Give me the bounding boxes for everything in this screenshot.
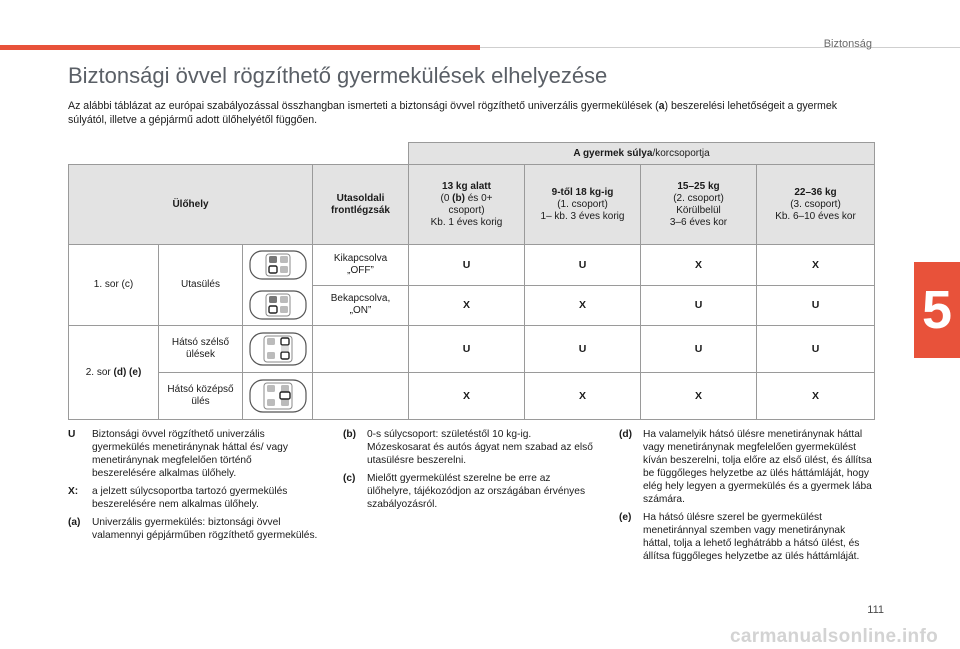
car-rear-outer-seat-icon bbox=[243, 326, 313, 373]
intro-key: a bbox=[658, 100, 665, 112]
col-header-weight-2: 9-től 18 kg-ig (1. csoport) 1– kb. 3 éves korig bbox=[525, 165, 641, 245]
note-item: U Biztonsági övvel rögzíthető univerzális gyermekülés menetiránynak háttal és/ vagy menetiránynak megfelelően történő beszerelésére alkalmas ülőhely. bbox=[68, 429, 288, 479]
notes-column-1 bbox=[68, 428, 318, 547]
value-cell: U bbox=[525, 326, 641, 373]
col-header-weight-1: 13 kg alatt (0 (b) és 0+ csoport) Kb. 1 éves korig bbox=[409, 165, 525, 245]
header-accent-bar bbox=[0, 45, 480, 50]
table-row bbox=[69, 326, 875, 373]
value-cell: U bbox=[525, 245, 641, 286]
value-cell: X bbox=[525, 373, 641, 420]
row2-label: 2. sor (d) (e) bbox=[69, 326, 159, 420]
car-front-seat-icon bbox=[243, 285, 313, 326]
row2-middle-seat: Hátsó középső ülés bbox=[159, 373, 243, 420]
car-front-seat-icon bbox=[243, 245, 313, 286]
row1-seat: Utasülés bbox=[159, 245, 243, 326]
value-cell: U bbox=[641, 326, 757, 373]
intro-text-1: Az alábbi táblázat az európai szabályozással összhangban ismerteti a biztonsági övvel rögzíthető univerzális gyermekülések ( bbox=[68, 100, 659, 112]
col-header-weight-3: 15–25 kg (2. csoport) Körülbelül 3–6 éves kor bbox=[641, 165, 757, 245]
chapter-tab: 5 bbox=[914, 262, 960, 358]
value-cell: X bbox=[409, 373, 525, 420]
value-cell: X bbox=[641, 373, 757, 420]
note-item: (d) Ha valamelyik hátsó ülésre menetiránynak háttal vagy menetiránynak megfelelően gyermekülést kíván beszerelni, tolja előre az első ülést, és állítsa be függőleges helyzetbe az ülés háttámláját, hogy elég hely legyen a gyermekülés és a gyermek lába számára. bbox=[619, 429, 872, 505]
car-rear-middle-seat-icon bbox=[243, 373, 313, 420]
value-cell: X bbox=[757, 245, 875, 286]
col-header-seat: Ülőhely bbox=[69, 165, 313, 245]
intro-text-2: ) beszerelési lehetőségeit a gyermek súlyától, illetve a gépjármű adott ülőhelyétől függően. bbox=[68, 100, 838, 126]
value-cell: U bbox=[409, 245, 525, 286]
value-cell: X bbox=[525, 285, 641, 326]
note-item: (c) Mielőtt gyermekülést szerelne be erre az ülőhelyre, tájékozódjon az országában érvényes szabályozásról. bbox=[343, 473, 586, 510]
note-item: X: a jelzett súlycsoportba tartozó gyermekülés beszerelésére nem alkalmas ülőhely. bbox=[68, 486, 288, 510]
value-cell: U bbox=[757, 285, 875, 326]
value-cell: U bbox=[757, 326, 875, 373]
page-number: 111 bbox=[867, 604, 884, 616]
row2-outer-seat: Hátsó szélső ülések bbox=[159, 326, 243, 373]
header-rule bbox=[480, 47, 960, 48]
child-seat-table bbox=[68, 142, 875, 420]
notes-column-3 bbox=[619, 428, 874, 568]
note-item: (e) Ha hátsó ülésre szerel be gyermekülést menetiránnyal szemben vagy menetiránynak háttal, tolja a lehető leghátrább a hátsó ülést, és állítsa függőleges helyzetbe az ülés háttámláját. bbox=[619, 512, 860, 562]
value-cell: X bbox=[409, 285, 525, 326]
watermark: carmanualsonline.info bbox=[730, 626, 938, 647]
section-label: Biztonság bbox=[823, 38, 872, 50]
note-item: (b) 0-s súlycsoport: születéstől 10 kg-ig. Mózeskosarat és autós ágyat nem szabad az első utasülésre beszerelni. bbox=[343, 429, 593, 466]
table-row bbox=[69, 373, 875, 420]
group-header: A gyermek súlya/korcsoportja bbox=[409, 143, 875, 165]
notes-column-2 bbox=[343, 428, 593, 516]
value-cell: X bbox=[757, 373, 875, 420]
intro-paragraph bbox=[68, 99, 858, 127]
airbag-on-label: Bekapcsolva, „ON” bbox=[313, 285, 409, 326]
value-cell: U bbox=[641, 285, 757, 326]
page-title: Biztonsági övvel rögzíthető gyermekülések elhelyezése bbox=[68, 63, 608, 88]
value-cell: X bbox=[641, 245, 757, 286]
row1-label: 1. sor (c) bbox=[69, 245, 159, 326]
col-header-weight-4: 22–36 kg (3. csoport) Kb. 6–10 éves kor bbox=[757, 165, 875, 245]
table-row bbox=[69, 245, 875, 286]
col-header-airbag: Utasoldali frontlégzsák bbox=[313, 165, 409, 245]
note-item: (a) Univerzális gyermekülés: biztonsági övvel valamennyi gépjárműben rögzíthető gyermekülés. bbox=[68, 517, 318, 541]
airbag-off-label: Kikapcsolva „OFF” bbox=[313, 245, 409, 286]
value-cell: U bbox=[409, 326, 525, 373]
